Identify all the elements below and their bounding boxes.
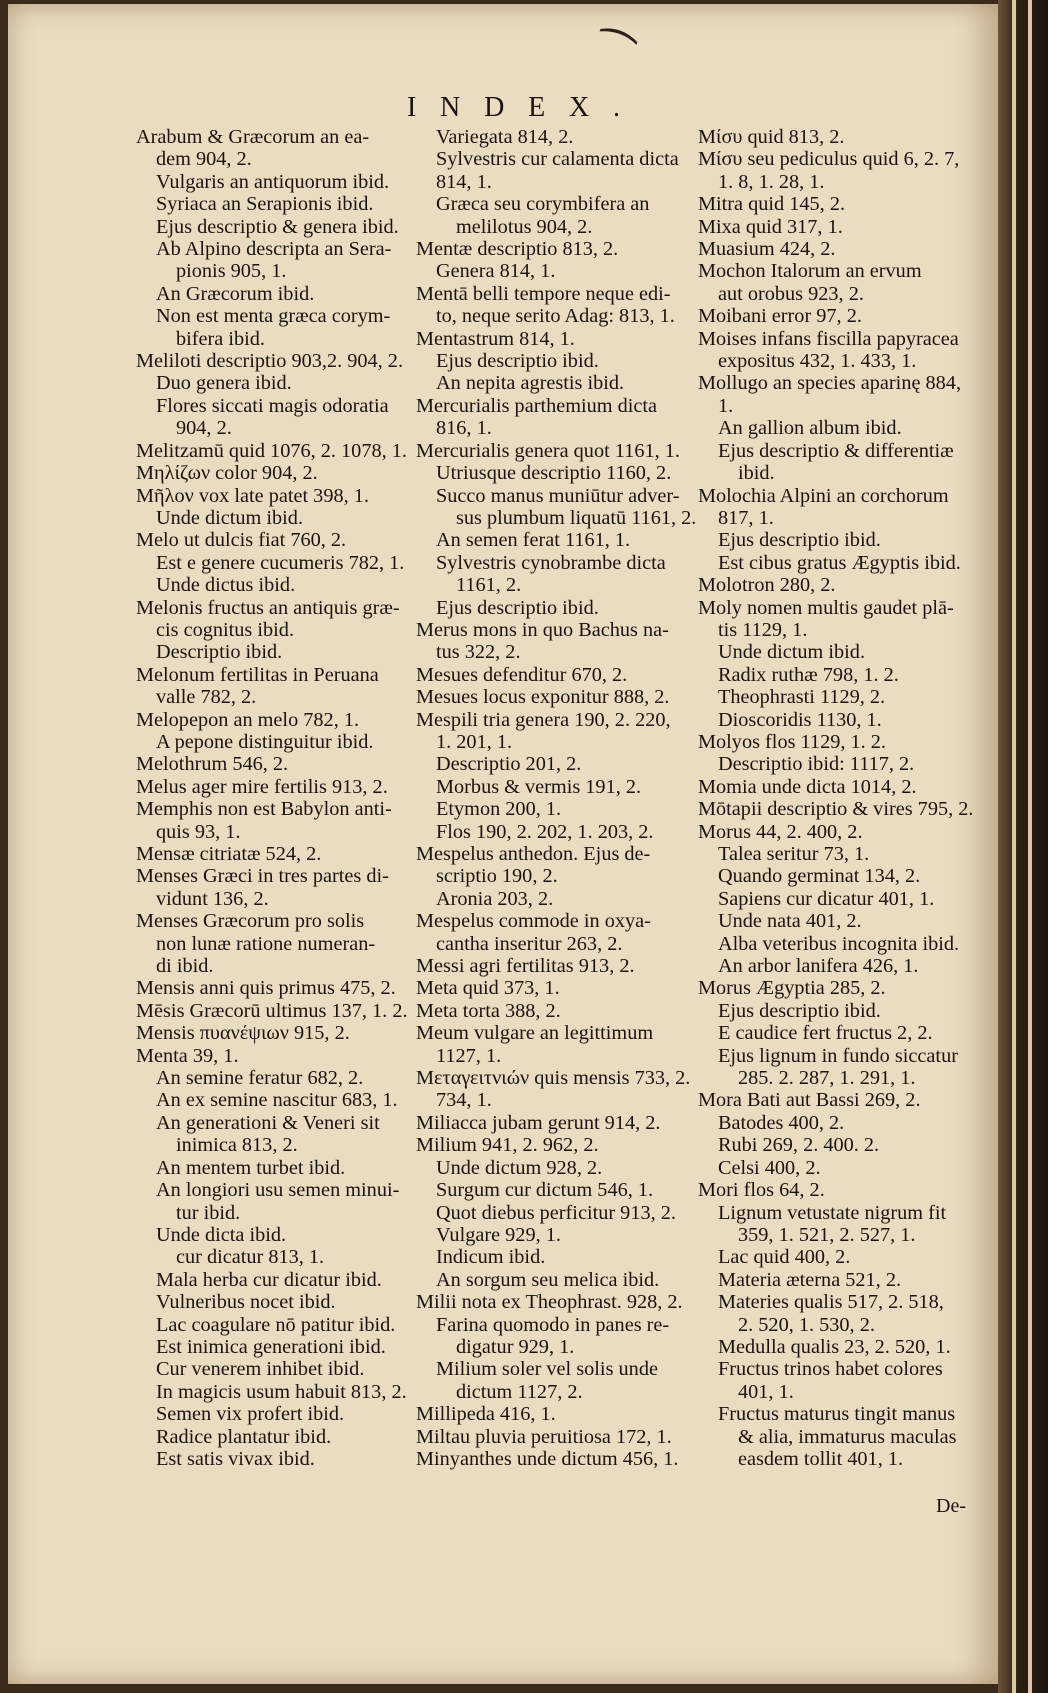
- index-entry: Est inimica generationi ibid.: [156, 1335, 386, 1358]
- index-entry: Batodes 400, 2.: [718, 1111, 845, 1134]
- index-column-1: [136, 126, 408, 1470]
- index-entry: expositus 432, 1. 433, 1.: [718, 350, 917, 373]
- index-entry: Lac quid 400, 2.: [718, 1246, 851, 1269]
- index-entry: Mōtapii descriptio & vires 795, 2.: [698, 798, 974, 821]
- index-entry: A pepone distinguitur ibid.: [156, 730, 374, 753]
- index-entry: Est cibus gratus Ægyptis ibid.: [718, 551, 961, 574]
- index-entry: tur ibid.: [176, 1201, 241, 1224]
- index-entry: Materies qualis 517, 2. 518,: [718, 1291, 944, 1314]
- index-entry: Meta torta 388, 2.: [416, 999, 561, 1022]
- index-entry: Μηλίζων color 904, 2.: [136, 462, 318, 485]
- index-entry: Melus ager mire fertilis 913, 2.: [136, 775, 388, 798]
- index-entry: vidunt 136, 2.: [156, 887, 269, 910]
- index-entry: 734, 1.: [436, 1089, 492, 1112]
- index-entry: An arbor lanifera 426, 1.: [718, 955, 919, 978]
- index-entry: An nepita agrestis ibid.: [436, 372, 625, 395]
- index-entry: Fructus maturus tingit manus: [718, 1403, 956, 1426]
- index-entry: An longiori usu semen minui-: [156, 1179, 400, 1202]
- index-entry: Merus mons in quo Bachus na-: [416, 618, 669, 641]
- index-entry: Melothrum 546, 2.: [136, 753, 289, 776]
- index-entry: Unde dictum ibid.: [718, 641, 866, 664]
- index-entry: dem 904, 2.: [156, 148, 252, 171]
- index-entry: 814, 1.: [436, 170, 492, 193]
- index-entry: Ejus descriptio ibid.: [718, 529, 881, 552]
- index-entry: 817, 1.: [718, 506, 774, 529]
- index-column-3: [698, 126, 980, 1470]
- index-entry: Miltau pluvia peruitiosa 172, 1.: [416, 1425, 672, 1448]
- index-entry: scriptio 190, 2.: [436, 865, 558, 888]
- index-entry: cur dicatur 813, 1.: [176, 1246, 325, 1269]
- index-entry: Millipeda 416, 1.: [416, 1403, 556, 1426]
- index-entry: 285. 2. 287, 1. 291, 1.: [738, 1067, 916, 1090]
- index-entry: Flores siccati magis odoratia: [156, 394, 389, 417]
- index-entry: 904, 2.: [176, 417, 232, 440]
- index-entry: easdem tollit 401, 1.: [738, 1447, 904, 1470]
- index-entry: An ex semine nascitur 683, 1.: [156, 1089, 398, 1112]
- index-entry: Mochon Italorum an ervum: [698, 260, 922, 283]
- index-entry: Mesues locus exponitur 888, 2.: [416, 686, 670, 709]
- index-entry: Milium soler vel solis unde: [436, 1358, 658, 1381]
- index-entry: Momia unde dicta 1014, 2.: [698, 775, 917, 798]
- index-entry: Morus 44, 2. 400, 2.: [698, 820, 863, 843]
- index-entry: 359, 1. 521, 2. 527, 1.: [738, 1223, 916, 1246]
- index-entry: Morbus & vermis 191, 2.: [436, 775, 642, 798]
- index-entry: Mentæ descriptio 813, 2.: [416, 238, 619, 261]
- index-entry: Unde dicta ibid.: [156, 1223, 287, 1246]
- index-entry: Est satis vivax ibid.: [156, 1447, 315, 1470]
- index-entry: Minyanthes unde dictum 456, 1.: [416, 1447, 679, 1470]
- index-entry: Μεταγειτνιών quis mensis 733, 2.: [416, 1067, 691, 1090]
- index-entry: Melonis fructus an antiquis græ-: [136, 596, 400, 619]
- index-entry: Ejus lignum in fundo siccatur: [718, 1044, 958, 1067]
- index-entry: ibid.: [738, 462, 775, 485]
- index-entry: Quot diebus perficitur 913, 2.: [436, 1201, 676, 1224]
- index-entry: Mollugo an species aparinę 884,: [698, 372, 962, 395]
- index-entry: Græca seu corymbifera an: [436, 193, 650, 216]
- index-entry: Moibani error 97, 2.: [698, 305, 862, 328]
- index-entry: Fructus trinos habet colores: [718, 1358, 943, 1381]
- index-entry: Sapiens cur dicatur 401, 1.: [718, 887, 935, 910]
- book-page: [8, 4, 998, 1684]
- index-entry: Arabum & Græcorum an ea-: [136, 126, 370, 148]
- index-entry: Lignum vetustate nigrum fit: [718, 1201, 947, 1224]
- index-entry: Surgum cur dictum 546, 1.: [436, 1179, 654, 1202]
- index-entry: Molotron 280, 2.: [698, 574, 836, 597]
- index-entry: An mentem turbet ibid.: [156, 1156, 346, 1179]
- index-entry: Succo manus muniūtur adver-: [436, 484, 680, 507]
- index-entry: to, neque serito Adag: 813, 1.: [436, 305, 675, 328]
- index-entry: Non est menta græca corym-: [156, 305, 391, 328]
- index-entry: An semine feratur 682, 2.: [156, 1067, 364, 1090]
- index-entry: An Græcorum ibid.: [156, 282, 315, 305]
- index-entry: Mensæ citriatæ 524, 2.: [136, 843, 322, 865]
- index-entry: Mentastrum 814, 1.: [416, 327, 575, 350]
- index-entry: Menses Græci in tres partes di-: [136, 865, 389, 888]
- index-column-2: [416, 126, 697, 1470]
- index-entry: Mespili tria genera 190, 2. 220,: [416, 708, 671, 731]
- index-entry: Dioscoridis 1130, 1.: [718, 708, 882, 731]
- index-entry: Syriaca an Serapionis ibid.: [156, 193, 374, 216]
- index-entry: Menses Græcorum pro solis: [136, 910, 365, 933]
- index-entry: Moly nomen multis gaudet plā-: [698, 596, 954, 619]
- index-entry: Farina quomodo in panes re-: [436, 1313, 670, 1336]
- index-entry: Meum vulgare an legittimum: [416, 1022, 654, 1045]
- index-entry: Mala herba cur dicatur ibid.: [156, 1268, 382, 1291]
- ornament-icon: ⁀: [586, 25, 638, 86]
- index-entry: Unde dictus ibid.: [156, 574, 296, 597]
- index-entry: Mixa quid 317, 1.: [698, 215, 843, 238]
- index-entry: 1.: [718, 394, 734, 417]
- index-entry: Menta 39, 1.: [136, 1044, 239, 1067]
- index-entry: Sylvestris cynobrambe dicta: [436, 551, 666, 574]
- index-entry: An gallion album ibid.: [718, 417, 902, 440]
- index-entry: Ejus descriptio & genera ibid.: [156, 215, 399, 238]
- index-entry: & alia, immaturus maculas: [738, 1425, 957, 1448]
- index-entry: In magicis usum habuit 813, 2.: [156, 1380, 407, 1403]
- index-entry: Lac coagulare nō patitur ibid.: [156, 1313, 396, 1336]
- index-entry: 401, 1.: [738, 1380, 794, 1403]
- index-entry: Unde dictum ibid.: [156, 506, 304, 529]
- index-entry: Rubi 269, 2. 400. 2.: [718, 1134, 880, 1157]
- index-entry: Est e genere cucumeris 782, 1.: [156, 551, 405, 574]
- index-entry: Medulla qualis 23, 2. 520, 1.: [718, 1335, 951, 1358]
- index-entry: Talea seritur 73, 1.: [718, 843, 870, 865]
- index-entry: Vulgare 929, 1.: [436, 1223, 561, 1246]
- index-entry: Memphis non est Babylon anti-: [136, 798, 392, 821]
- index-entry: Ejus descriptio ibid.: [718, 999, 881, 1022]
- index-entry: Flos 190, 2. 202, 1. 203, 2.: [436, 820, 654, 843]
- index-entry: Cur venerem inhibet ibid.: [156, 1358, 365, 1381]
- index-entry: Radix ruthæ 798, 1. 2.: [718, 663, 899, 686]
- index-entry: Sylvestris cur calamenta dicta: [436, 148, 679, 171]
- index-entry: dictum 1127, 2.: [456, 1380, 583, 1403]
- index-entry: Theophrasti 1129, 2.: [718, 686, 886, 709]
- index-entry: Messi agri fertilitas 913, 2.: [416, 955, 635, 978]
- index-entry: Mensis πυανέψιων 915, 2.: [136, 1022, 350, 1045]
- index-entry: valle 782, 2.: [156, 686, 257, 709]
- index-entry: Mesues defenditur 670, 2.: [416, 663, 628, 686]
- index-entry: 1. 201, 1.: [436, 730, 513, 753]
- index-entry: 816, 1.: [436, 417, 492, 440]
- index-entry: cantha inseritur 263, 2.: [436, 932, 623, 955]
- index-entry: non lunæ ratione numeran-: [156, 932, 376, 955]
- index-entry: tus 322, 2.: [436, 641, 521, 664]
- index-entry: Miliacca jubam gerunt 914, 2.: [416, 1111, 661, 1134]
- index-entry: Milium 941, 2. 962, 2.: [416, 1134, 599, 1157]
- index-entry: Alba veteribus incognita ibid.: [718, 932, 960, 955]
- index-entry: Melopepon an melo 782, 1.: [136, 708, 360, 731]
- index-entry: Melonum fertilitas in Peruana: [136, 663, 379, 686]
- index-entry: Unde dictum 928, 2.: [436, 1156, 603, 1179]
- index-entry: Ejus descriptio ibid.: [436, 596, 599, 619]
- index-entry: 2. 520, 1. 530, 2.: [738, 1313, 875, 1336]
- catchword: De-: [936, 1495, 966, 1517]
- index-entry: 1161, 2.: [456, 574, 522, 597]
- index-entry: Mercurialis genera quot 1161, 1.: [416, 439, 680, 462]
- index-entry: Mora Bati aut Bassi 269, 2.: [698, 1089, 921, 1112]
- index-entry: Mercurialis parthemium dicta: [416, 394, 658, 417]
- index-entry: 1127, 1.: [436, 1044, 502, 1067]
- index-entry: Μίσυ seu pediculus quid 6, 2. 7,: [698, 148, 960, 171]
- index-entry: Mori flos 64, 2.: [698, 1179, 825, 1202]
- index-entry: Μίσυ quid 813, 2.: [698, 126, 845, 148]
- index-entry: Muasium 424, 2.: [698, 238, 836, 261]
- index-entry: inimica 813, 2.: [176, 1134, 298, 1157]
- index-entry: Mespelus anthedon. Ejus de-: [416, 843, 651, 865]
- index-entry: Radice plantatur ibid.: [156, 1425, 332, 1448]
- index-entry: Μῆλον vox late patet 398, 1.: [136, 484, 369, 507]
- index-entry: Indicum ibid.: [436, 1246, 546, 1269]
- index-entry: Mespelus commode in oxya-: [416, 910, 651, 933]
- index-entry: Mensis anni quis primus 475, 2.: [136, 977, 396, 1000]
- index-entry: Molyos flos 1129, 1. 2.: [698, 730, 886, 753]
- index-entry: Ab Alpino descripta an Sera-: [156, 238, 392, 261]
- index-entry: Descriptio ibid: 1117, 2.: [718, 753, 915, 776]
- index-entry: An generationi & Veneri sit: [156, 1111, 380, 1134]
- index-entry: di ibid.: [156, 955, 214, 978]
- index-entry: cis cognitus ibid.: [156, 618, 295, 641]
- index-entry: Morus Ægyptia 285, 2.: [698, 977, 886, 1000]
- index-entry: Ejus descriptio & differentiæ: [718, 439, 954, 462]
- index-entry: bifera ibid.: [176, 327, 265, 350]
- index-entry: An semen ferat 1161, 1.: [436, 529, 631, 552]
- page-edge: [998, 0, 1048, 1693]
- index-entry: Mēsis Græcorū ultimus 137, 1. 2.: [136, 999, 408, 1022]
- index-entry: An sorgum seu melica ibid.: [436, 1268, 660, 1291]
- index-entry: Duo genera ibid.: [156, 372, 292, 395]
- index-entry: pionis 905, 1.: [176, 260, 287, 283]
- index-entry: Celsi 400, 2.: [718, 1156, 821, 1179]
- index-entry: Melitzamū quid 1076, 2. 1078, 1.: [136, 439, 407, 462]
- index-entry: E caudice fert fructus 2, 2.: [718, 1022, 933, 1045]
- index-entry: Etymon 200, 1.: [436, 798, 562, 821]
- index-entry: Moises infans fiscilla papyracea: [698, 327, 959, 350]
- index-entry: Meta quid 373, 1.: [416, 977, 560, 1000]
- index-entry: Mentā belli tempore neque edi-: [416, 282, 671, 305]
- index-entry: sus plumbum liquatū 1161, 2.: [456, 506, 697, 529]
- index-entry: aut orobus 923, 2.: [718, 282, 864, 305]
- index-entry: Milii nota ex Theophrast. 928, 2.: [416, 1291, 683, 1314]
- index-entry: quis 93, 1.: [156, 820, 241, 843]
- index-entry: Mitra quid 145, 2.: [698, 193, 846, 216]
- index-entry: Meliloti descriptio 903,2. 904, 2.: [136, 350, 404, 373]
- index-entry: Vulneribus nocet ibid.: [156, 1291, 336, 1314]
- index-entry: Quando germinat 134, 2.: [718, 865, 921, 888]
- index-entry: Descriptio ibid.: [156, 641, 283, 664]
- page-title: INDEX.: [406, 92, 644, 123]
- index-entry: Melo ut dulcis fiat 760, 2.: [136, 529, 347, 552]
- index-entry: Semen vix profert ibid.: [156, 1403, 345, 1426]
- index-entry: tis 1129, 1.: [718, 618, 808, 641]
- index-entry: Materia æterna 521, 2.: [718, 1268, 902, 1291]
- index-entry: Genera 814, 1.: [436, 260, 556, 283]
- index-entry: Vulgaris an antiquorum ibid.: [156, 170, 390, 193]
- index-entry: digatur 929, 1.: [456, 1335, 575, 1358]
- index-entry: 1. 8, 1. 28, 1.: [718, 170, 825, 193]
- index-entry: Ejus descriptio ibid.: [436, 350, 599, 373]
- index-entry: Aronia 203, 2.: [436, 887, 554, 910]
- index-entry: Variegata 814, 2.: [436, 126, 574, 148]
- index-entry: melilotus 904, 2.: [456, 215, 593, 238]
- index-entry: Molochia Alpini an corchorum: [698, 484, 949, 507]
- index-entry: Unde nata 401, 2.: [718, 910, 862, 933]
- index-entry: Utriusque descriptio 1160, 2.: [436, 462, 672, 485]
- index-entry: Descriptio 201, 2.: [436, 753, 582, 776]
